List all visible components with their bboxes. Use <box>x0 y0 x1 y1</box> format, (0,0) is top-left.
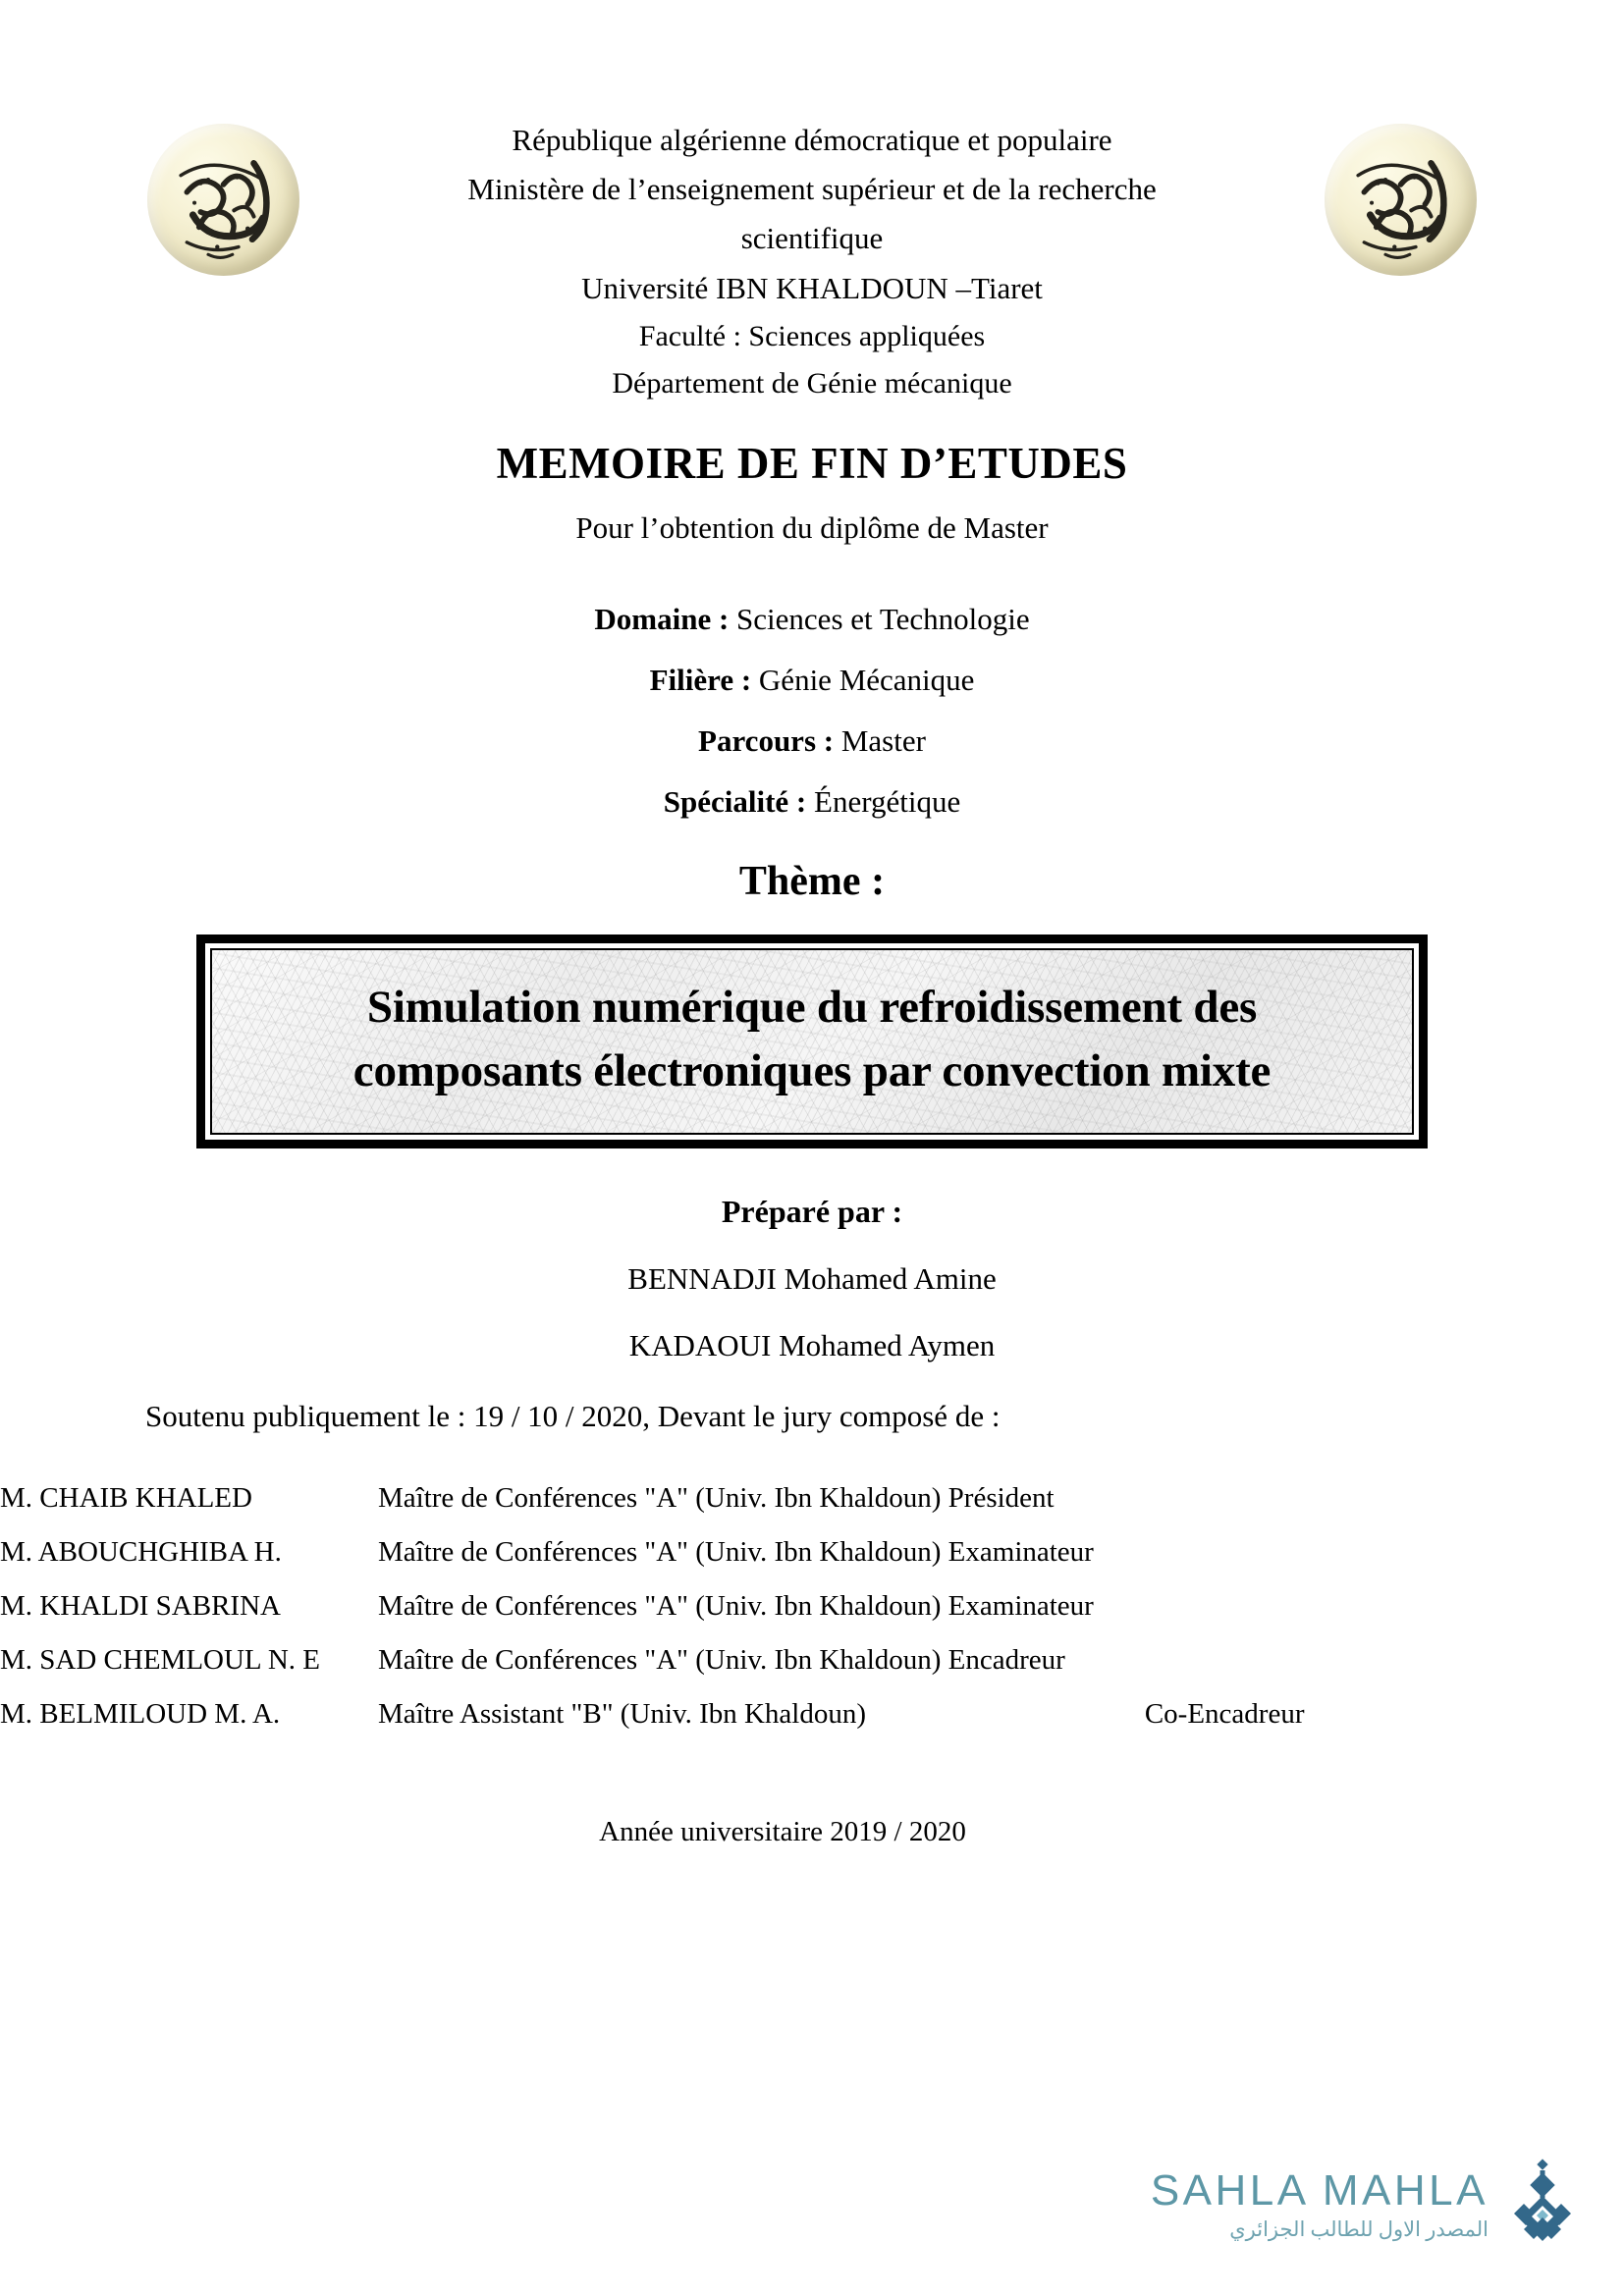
jury-member-name: M. KHALDI SABRINA <box>0 1589 281 1622</box>
thesis-title-box <box>210 948 1414 1135</box>
ministry-line: Ministère de l’enseignement supérieur et de la recherche <box>467 172 1157 207</box>
thesis-title-frame <box>196 934 1428 1148</box>
thesis-title-line-2: composants électroniques par convection mixte <box>352 1044 1272 1096</box>
department-line: Département de Génie mécanique <box>612 367 1012 400</box>
table-row <box>0 1525 1305 1579</box>
watermark-tagline: المصدر الاول للطالب الجزائري <box>1229 2216 1489 2241</box>
university-line: Université IBN KHALDOUN –Tiaret <box>581 270 1043 305</box>
sahla-mahla-watermark <box>1151 2157 1583 2255</box>
jury-member-extra <box>1094 1579 1305 1633</box>
table-row <box>0 1471 1305 1525</box>
theme-heading: Thème : <box>738 859 886 904</box>
jury-member-name: M. CHAIB KHALED <box>0 1481 252 1514</box>
degree-label-parcours: Parcours : <box>698 723 835 758</box>
thesis-title-line-1: Simulation numérique du refroidissement des <box>366 982 1258 1033</box>
ministry-line-2: scientifique <box>740 221 884 256</box>
table-row <box>0 1687 1305 1741</box>
jury-member-extra: Co-Encadreur <box>1144 1697 1305 1730</box>
degree-row-parcours <box>0 711 1624 772</box>
jury-member-extra <box>1094 1525 1305 1579</box>
jury-member-name: M. BELMILOUD M. A. <box>0 1697 281 1730</box>
author-name-2: KADAOUI Mohamed Aymen <box>628 1327 996 1362</box>
sahla-mahla-logo-icon <box>1502 2157 1583 2255</box>
degree-label-specialite: Spécialité : <box>663 784 807 819</box>
document-type-title: MEMOIRE DE FIN D’ETUDES <box>496 439 1128 488</box>
jury-member-role: Maître de Conférences "A" (Univ. Ibn Khaldoun) Examinateur <box>378 1535 1094 1568</box>
jury-table <box>0 1471 1305 1741</box>
republic-line: République algérienne démocratique et populaire <box>512 123 1112 157</box>
degree-label-filiere: Filière : <box>649 663 752 697</box>
degree-details <box>0 589 1624 832</box>
degree-value-filiere: Génie Mécanique <box>758 663 975 697</box>
jury-member-name: M. SAD CHEMLOUL N. E <box>0 1643 320 1676</box>
degree-label-domaine: Domaine : <box>594 602 730 636</box>
jury-member-role: Maître de Conférences "A" (Univ. Ibn Khaldoun) Président <box>378 1481 1055 1514</box>
watermark-brand: SAHLA MAHLA <box>1150 2166 1489 2216</box>
jury-member-extra <box>1094 1633 1305 1687</box>
header-band <box>0 0 1624 412</box>
degree-row-filiere <box>0 650 1624 711</box>
faculty-line: Faculté : Sciences appliquées <box>638 319 986 352</box>
table-row <box>0 1633 1305 1687</box>
watermark-text <box>1150 2166 1489 2242</box>
degree-value-parcours: Master <box>840 723 926 758</box>
degree-row-domaine <box>0 589 1624 650</box>
degree-row-specialite <box>0 772 1624 832</box>
university-seal-right-icon <box>1325 124 1477 276</box>
jury-member-extra <box>1094 1471 1305 1525</box>
jury-member-name: M. ABOUCHGHIBA H. <box>0 1535 282 1568</box>
university-seal-left-icon <box>147 124 299 276</box>
academic-year: Année universitaire 2019 / 2020 <box>599 1815 966 1847</box>
prepared-by-label: Préparé par : <box>721 1193 903 1229</box>
degree-value-domaine: Sciences et Technologie <box>736 602 1030 636</box>
jury-member-role: Maître de Conférences "A" (Univ. Ibn Khaldoun) Examinateur <box>378 1589 1094 1622</box>
degree-value-specialite: Énergétique <box>814 784 961 819</box>
defense-date-line: Soutenu publiquement le : 19 / 10 / 2020, Devant le jury composé de : <box>145 1398 1001 1433</box>
document-type-subtitle: Pour l’obtention du diplôme de Master <box>575 510 1049 545</box>
table-row <box>0 1579 1305 1633</box>
jury-member-role: Maître Assistant "B" (Univ. Ibn Khaldoun) <box>378 1697 867 1730</box>
author-name-1: BENNADJI Mohamed Amine <box>627 1260 997 1296</box>
jury-member-role: Maître de Conférences "A" (Univ. Ibn Khaldoun) Encadreur <box>378 1643 1065 1676</box>
